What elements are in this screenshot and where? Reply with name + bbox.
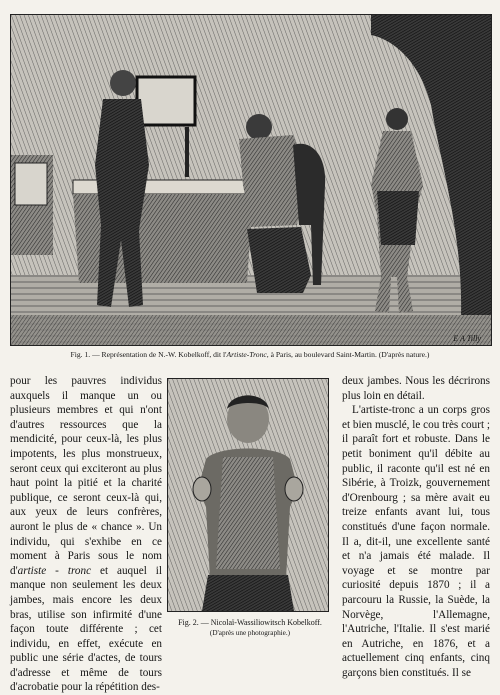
stage-scene-illustration (11, 15, 491, 345)
caption-prefix: Fig. 1. — Représentation de (70, 350, 159, 359)
column-3-paragraph-2: L'artiste-tronc a un corps gros et bien musclé, le cou très court ; il paraît fort et robuste. Dans le petit boniment qu'il débite au public, il raconte qu'il est né en Sibérie, à Troizk, gouvernement d'Orenbourg ; sa mère avait eu treize enfants avant lui, tous constitués d'une façon normale. Il a, dit-il, une excellente santé et n'a jamais été malade. Il voyage et se montre par curiosité depuis 1870 ; il a parcouru la Russie, la Suède, la Norvège, l'Allemagne, l'Autriche, l'Italie. Il s'est marié en Autriche, en 1876, et a actuellement cinq enfants, cinq garçons bien constitués. Il se (342, 404, 490, 679)
caption-mid: N.-W. Kobelkoff, dit l' (158, 350, 227, 359)
figure-2-caption (166, 618, 334, 638)
column-3-text (342, 374, 490, 680)
artist-signature: E A Tilly (453, 334, 481, 343)
figure-2-caption-line-2: (D'après une photographie.) (209, 629, 291, 637)
portrait-illustration (168, 379, 328, 611)
column-1-text-a: pour les pauvres individus auxquels il manque un ou plusieurs membres et qui n'ont d'autres ressources que la mendicité, pour ceux-là, les plus impotents, les plus monstrueux, seront ceux qui exciteront au plus haut point la pitié et la charité publique, ce seront ceux-là qui, aux yeux de leurs confrères, auront le plus de « chance ». Un individu, qui s'exhibe en ce moment à Paris sous le nom d' (10, 375, 162, 577)
caption-suffix: , à Paris, au boulevard Saint-Martin. (D'après nature.) (266, 350, 430, 359)
figure-2-caption-line-1: Fig. 2. — Nicolaï-Wassiliowitsch Kobelkoff. (178, 618, 322, 627)
column-3-paragraph-1: deux jambes. Nous les décrirons plus loin en détail. (342, 375, 490, 402)
figure-1-engraving (10, 14, 492, 346)
figure-1-caption (0, 350, 500, 360)
column-1-text-b: et auquel il manque non seulement les deux jambes, mais encore les deux bras, utilise son infirmité d'une façon toute différente ; cet individu, en effet, exécute en public une série d'actes, de tours d'adresse et même de tours d'acrobatie pour la répétition des- (10, 564, 162, 694)
caption-italic: Artiste-Tronc (226, 350, 267, 359)
figure-2-photograph (167, 378, 329, 612)
column-1-italic: artiste - tronc (17, 564, 92, 577)
